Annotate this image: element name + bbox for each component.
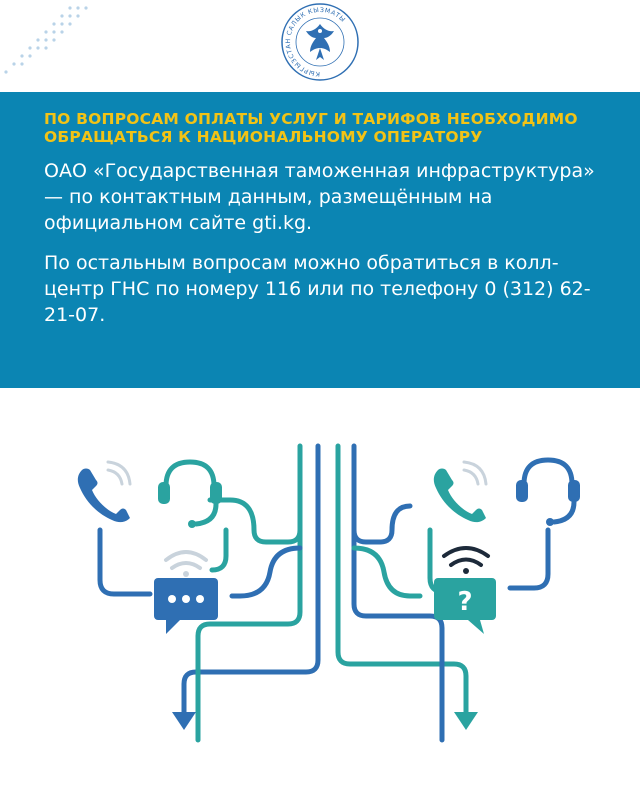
tax-service-logo <box>280 2 360 82</box>
logo-text: КЫРГЫЗСТАН САЛЫК КЫЗМАТЫ <box>284 6 347 78</box>
headset-icon <box>516 460 580 526</box>
wifi-icon <box>444 548 488 565</box>
arrow-down-icon <box>454 712 478 730</box>
info-banner <box>0 92 640 388</box>
question-mark: ? <box>457 587 473 617</box>
operator-contact-text: ОАО «Государственная таможенная инфраструктура» — по контактным данным, размещённым на официальном сайте gti.kg. <box>44 160 595 234</box>
phone-icon <box>78 462 130 522</box>
headset-icon <box>158 462 222 528</box>
contact-illustration <box>0 400 640 800</box>
decorative-dots <box>0 0 90 80</box>
banner-heading: ПО ВОПРОСАМ ОПЛАТЫ УСЛУГ И ТАРИФОВ НЕОБХОДИМО ОБРАЩАТЬСЯ К НАЦИОНАЛЬНОМУ ОПЕРАТОРУ <box>44 110 578 146</box>
call-center-text: По остальным вопросам можно обратиться в колл-центр ГНС по номеру 116 или по телефону 0 (312) 62-21-07. <box>44 252 591 326</box>
arrow-down-icon <box>172 712 196 730</box>
phone-icon <box>434 462 486 522</box>
wifi-icon <box>166 552 206 568</box>
